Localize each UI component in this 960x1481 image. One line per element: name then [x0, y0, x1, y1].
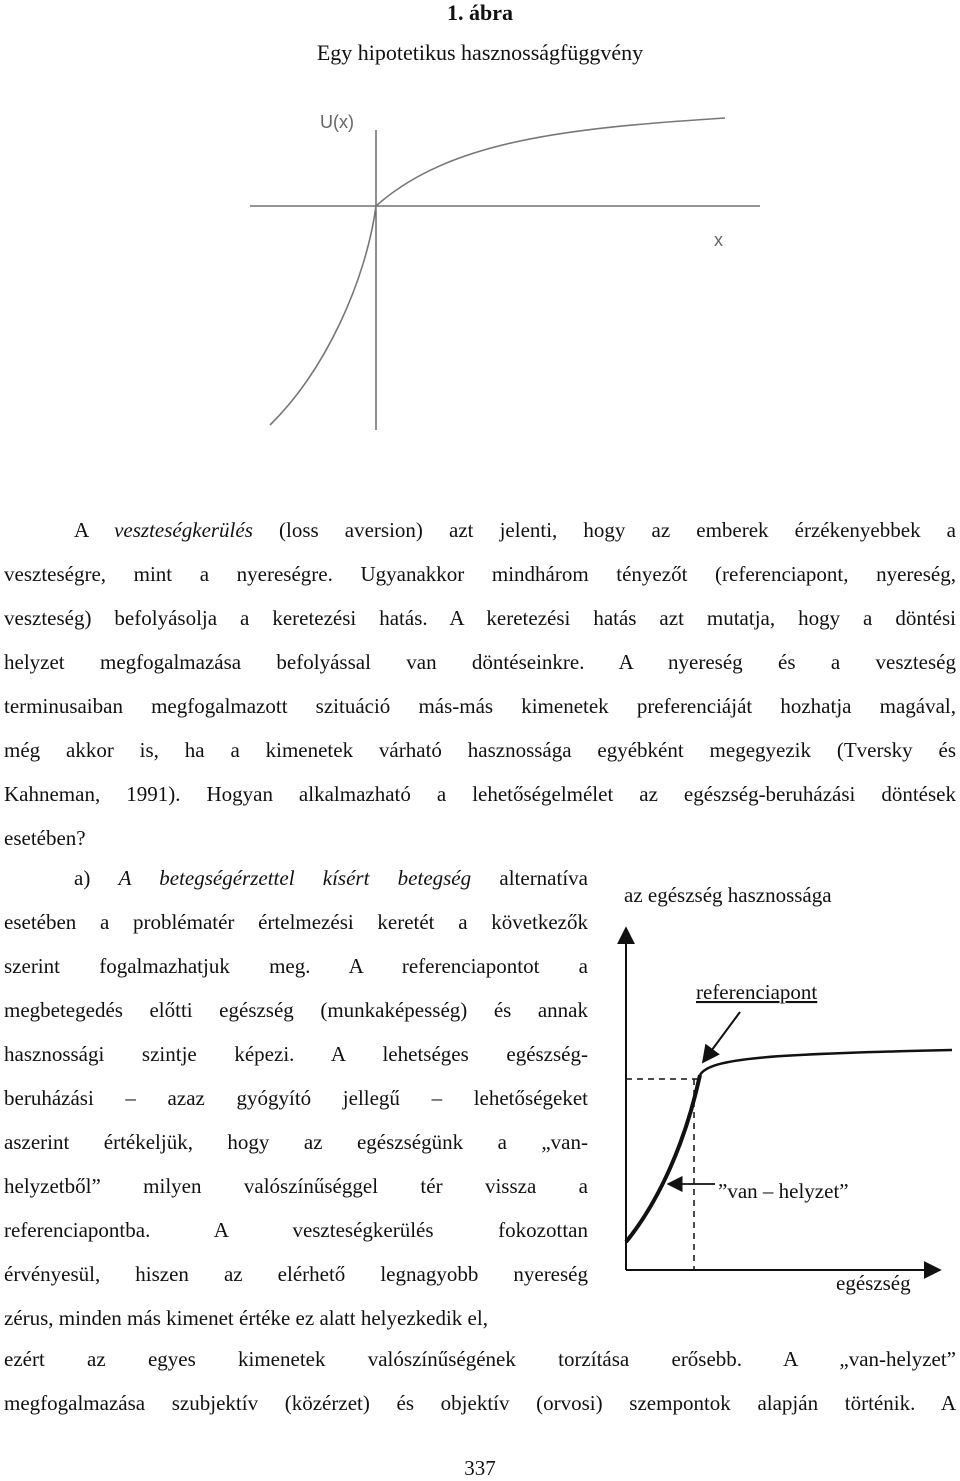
status-quo-label: ”van – helyzet” [718, 1179, 849, 1203]
utility-function-figure [250, 100, 770, 440]
text-line: veszteségre, mint a nyereségre. Ugyanakkor mindhárom tényezőt (referenciapont, nyereség, [4, 562, 956, 586]
health-utility-curve-steep [626, 1075, 700, 1242]
text-line: még akkor is, ha a kimenetek várható hasznossága egyébként megegyezik (Tversky és [4, 738, 956, 762]
figure-title: Egy hipotetikus hasznosságfüggvény [316, 40, 644, 65]
text-line: helyzet megfogalmazása befolyással van döntéseinkre. A nyereség és a veszteség [4, 650, 956, 674]
paragraph-loss-aversion [4, 508, 956, 860]
text-line: a) A betegségérzettel kísért betegség alternatíva [74, 866, 588, 890]
text-line: A veszteségkerülés (loss aversion) azt jelenti, hogy az emberek érzékenyebbek a [74, 518, 956, 542]
reference-point-label: referenciapont [696, 980, 818, 1004]
paragraph-illness [4, 856, 588, 1340]
text-line: érvényesül, hiszen az elérhető legnagyobb nyereség [4, 1262, 588, 1286]
text-line: ezért az egyes kimenetek valószínűségének torzítása erősebb. A „van-helyzet” [4, 1347, 956, 1371]
text-line: referenciapontba. A veszteségkerülés fokozottan [4, 1218, 588, 1242]
text-line: veszteség) befolyásolja a keretezési hatás. A keretezési hatás azt mutatja, hogy a döntési [4, 606, 956, 630]
health-utility-axis-label: az egészség hasznossága [624, 883, 832, 907]
text-line: helyzetből” milyen valószínűséggel tér vissza a [4, 1174, 588, 1198]
text-line: terminusaiban megfogalmazott szituáció más-más kimenetek preferenciáját hozhatja magával, [4, 694, 956, 718]
text-line: szerint fogalmazhatjuk meg. A referenciapontot a [4, 954, 588, 978]
figure-number: 1. ábra [447, 0, 513, 25]
text-line: Kahneman, 1991). Hogyan alkalmazható a lehetőségelmélet az egészség-beruházási döntések [4, 782, 956, 806]
utility-curve-loss [270, 206, 376, 425]
health-utility-curve-flat [700, 1050, 952, 1075]
x-axis-label: x [714, 230, 723, 250]
page-number: 337 [464, 1456, 496, 1480]
text-line: beruházási – azaz gyógyító jellegű – lehetőségeket [4, 1086, 588, 1110]
text-line: hasznossági szintje képezi. A lehetséges egészség- [4, 1042, 588, 1066]
text-line: megbetegedés előtti egészség (munkaképesség) és annak [4, 998, 588, 1022]
paragraph-continuation [4, 1337, 956, 1425]
text-line: zérus, minden más kimenet értéke ez alatt helyezkedik el, [4, 1306, 488, 1330]
y-axis-label: U(x) [320, 112, 354, 132]
health-utility-figure [590, 870, 960, 1330]
text-line: esetében a problématér értelmezési keretét a következők [4, 910, 588, 934]
text-line: megfogalmazása szubjektív (közérzet) és objektív (orvosi) szempontok alapján történik. A [4, 1391, 956, 1415]
text-line: aszerint értékeljük, hogy az egészségünk a „van- [4, 1130, 588, 1154]
reference-arrow [703, 1012, 740, 1062]
text-line: esetében? [4, 826, 86, 850]
health-axis-label: egészség [836, 1271, 911, 1295]
utility-curve [376, 118, 725, 206]
